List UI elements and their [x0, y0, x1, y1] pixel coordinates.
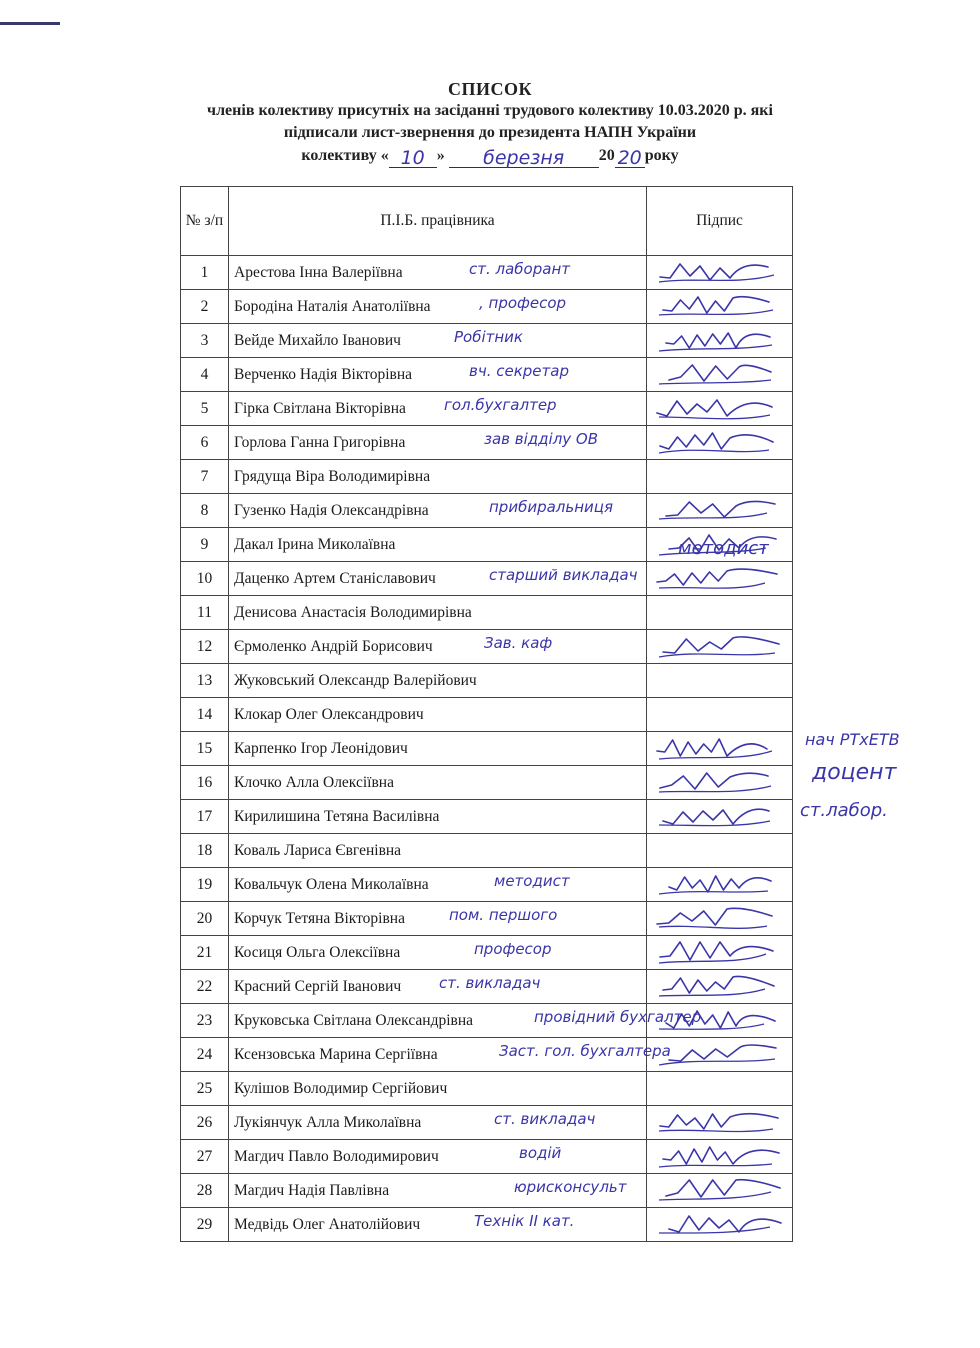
- handwritten-signature: [647, 1174, 792, 1207]
- handwritten-signature: [647, 868, 792, 901]
- handwritten-signature: [647, 1140, 792, 1173]
- staff-table: [180, 186, 793, 1242]
- employee-name: Кулішов Володимир Сергійович: [234, 1079, 448, 1097]
- row-number: 24: [181, 1038, 229, 1072]
- table-row: [181, 834, 793, 868]
- side-note: доцент: [812, 760, 897, 785]
- signature-cell: [647, 732, 793, 766]
- signature-cell: [647, 800, 793, 834]
- row-number: 23: [181, 1004, 229, 1038]
- row-name-cell: [229, 1072, 647, 1106]
- table-row: [181, 936, 793, 970]
- row-number: 7: [181, 460, 229, 494]
- handwritten-signature: [647, 1004, 792, 1037]
- row-number: 15: [181, 732, 229, 766]
- employee-name: Арестова Інна Валеріївна: [234, 263, 403, 281]
- col-signature-header: Підпис: [647, 187, 793, 256]
- date-year-end: 20: [617, 147, 642, 169]
- signature-cell: [647, 970, 793, 1004]
- handwritten-position: старший викладач: [489, 566, 638, 584]
- employee-name: Кирилишина Тетяна Василівна: [234, 807, 440, 825]
- row-number: 9: [181, 528, 229, 562]
- row-number: 12: [181, 630, 229, 664]
- employee-name: Єрмоленко Андрій Борисович: [234, 637, 433, 655]
- col-number-header: № з/п: [181, 187, 229, 256]
- handwritten-position: професор: [474, 940, 552, 958]
- signature-cell: [647, 256, 793, 290]
- handwritten-signature: [647, 630, 792, 663]
- handwritten-position: ст. викладач: [494, 1110, 596, 1128]
- row-number: 22: [181, 970, 229, 1004]
- signature-cell: [647, 1174, 793, 1208]
- table-row: [181, 868, 793, 902]
- handwritten-signature: [647, 732, 792, 765]
- row-name-cell: [229, 392, 647, 426]
- employee-name: Гірка Світлана Вікторівна: [234, 399, 406, 417]
- side-note: ст.лабор.: [800, 800, 888, 821]
- handwritten-position: Заст. гол. бухгалтера: [499, 1042, 671, 1060]
- employee-name: Даценко Артем Станіславович: [234, 569, 436, 587]
- date-line: [0, 144, 980, 168]
- row-name-cell: [229, 698, 647, 732]
- employee-name: Вейде Михайло Іванович: [234, 331, 401, 349]
- row-number: 26: [181, 1106, 229, 1140]
- employee-name: Круковська Світлана Олександрівна: [234, 1011, 474, 1029]
- signature-extra-note: методист: [678, 538, 769, 559]
- employee-name: Жуковський Олександр Валерійович: [234, 671, 477, 689]
- table-row: [181, 392, 793, 426]
- side-note: нач РТхЕТВ: [805, 730, 900, 749]
- row-name-cell: [229, 664, 647, 698]
- handwritten-position: Технік II кат.: [474, 1212, 575, 1230]
- row-name-cell: [229, 460, 647, 494]
- row-name-cell: [229, 970, 647, 1004]
- signature-cell: [647, 868, 793, 902]
- signature-cell: [647, 936, 793, 970]
- row-number: 6: [181, 426, 229, 460]
- table-row: [181, 358, 793, 392]
- table-row: [181, 664, 793, 698]
- document-title: СПИСОК: [447, 79, 533, 99]
- handwritten-signature: [647, 1208, 792, 1241]
- row-number: 5: [181, 392, 229, 426]
- table-row: [181, 324, 793, 358]
- row-number: 2: [181, 290, 229, 324]
- table-row: [181, 1072, 793, 1106]
- table-row: [181, 256, 793, 290]
- employee-name: Косиця Ольга Олексіївна: [234, 943, 401, 961]
- employee-name: Дакал Ірина Миколаївна: [234, 535, 396, 553]
- signature-cell: [647, 1106, 793, 1140]
- table-row: [181, 426, 793, 460]
- row-number: 13: [181, 664, 229, 698]
- table-row: [181, 1038, 793, 1072]
- table-row: [181, 494, 793, 528]
- row-name-cell: [229, 358, 647, 392]
- signature-cell: [647, 290, 793, 324]
- signature-cell: [647, 834, 793, 868]
- handwritten-signature: [647, 392, 792, 425]
- row-number: 28: [181, 1174, 229, 1208]
- row-number: 10: [181, 562, 229, 596]
- document-header: [0, 78, 980, 168]
- signature-cell: [647, 664, 793, 698]
- employee-name: Верченко Надія Вікторівна: [234, 365, 413, 383]
- handwritten-signature: [647, 426, 792, 459]
- header-line-1: членів колективу присутніх на засіданні трудового колективу 10.03.2020 р. які: [207, 102, 773, 119]
- employee-name: Клокар Олег Олександрович: [234, 705, 424, 723]
- row-name-cell: [229, 562, 647, 596]
- handwritten-signature: [647, 358, 792, 391]
- date-day: 10: [400, 147, 425, 169]
- employee-name: Ковальчук Олена Миколаївна: [234, 875, 429, 893]
- table-row: [181, 732, 793, 766]
- row-number: 27: [181, 1140, 229, 1174]
- employee-name: Ксензовська Марина Сергіївна: [234, 1045, 438, 1063]
- signature-cell: [647, 460, 793, 494]
- row-name-cell: [229, 800, 647, 834]
- employee-name: Лукіянчук Алла Миколаївна: [234, 1113, 422, 1131]
- table-row: [181, 902, 793, 936]
- handwritten-position: , професор: [479, 294, 567, 312]
- signature-cell: [647, 1038, 793, 1072]
- table-row: [181, 630, 793, 664]
- employee-name: Денисова Анастасія Володимирівна: [234, 603, 472, 621]
- col-name-header: П.І.Б. працівника: [229, 187, 647, 256]
- row-name-cell: [229, 596, 647, 630]
- signature-cell: [647, 902, 793, 936]
- signature-cell: [647, 630, 793, 664]
- handwritten-signature: [647, 800, 792, 833]
- date-year-start: 20: [598, 147, 615, 164]
- row-number: 11: [181, 596, 229, 630]
- table-row: [181, 1140, 793, 1174]
- row-name-cell: [229, 290, 647, 324]
- handwritten-signature: [647, 290, 792, 323]
- row-number: 16: [181, 766, 229, 800]
- table-row: [181, 1106, 793, 1140]
- table-row: [181, 1004, 793, 1038]
- table-row: [181, 460, 793, 494]
- row-name-cell: [229, 256, 647, 290]
- signature-cell: [647, 562, 793, 596]
- table-header-row: [181, 187, 793, 256]
- row-name-cell: [229, 1038, 671, 1072]
- table-body: [181, 256, 793, 1242]
- signature-cell: [647, 1004, 793, 1038]
- handwritten-signature: [647, 936, 792, 969]
- table-row: [181, 698, 793, 732]
- employee-name: Грядуща Віра Володимирівна: [234, 467, 431, 485]
- row-name-cell: [229, 936, 647, 970]
- row-name-cell: [229, 494, 647, 528]
- handwritten-signature: [647, 902, 792, 935]
- handwritten-position: ст. лаборант: [469, 260, 570, 278]
- row-number: 17: [181, 800, 229, 834]
- table-row: [181, 596, 793, 630]
- employee-name: Красний Сергій Іванович: [234, 977, 402, 995]
- handwritten-position: юрисконсульт: [514, 1178, 627, 1196]
- row-number: 18: [181, 834, 229, 868]
- row-name-cell: [229, 1004, 702, 1038]
- handwritten-signature: [647, 766, 792, 799]
- handwritten-position: Робітник: [454, 328, 523, 346]
- date-prefix: колективу «: [301, 147, 389, 164]
- signature-cell: [647, 766, 793, 800]
- row-number: 8: [181, 494, 229, 528]
- handwritten-position: зав відділу ОВ: [484, 430, 599, 448]
- handwritten-signature: [647, 1038, 792, 1071]
- handwritten-position: провідний бухгалтер: [534, 1008, 702, 1026]
- employee-name: Медвідь Олег Анатолійович: [234, 1215, 421, 1233]
- row-number: 14: [181, 698, 229, 732]
- row-number: 1: [181, 256, 229, 290]
- employee-name: Бородіна Наталія Анатоліївна: [234, 297, 431, 315]
- table-row: [181, 562, 793, 596]
- row-number: 25: [181, 1072, 229, 1106]
- table-row: [181, 1174, 793, 1208]
- employee-name: Коваль Лариса Євгенівна: [234, 841, 402, 859]
- corner-mark: [0, 22, 60, 25]
- employee-name: Карпенко Ігор Леонідович: [234, 739, 408, 757]
- table-row: [181, 290, 793, 324]
- employee-name: Магдич Надія Павлівна: [234, 1181, 390, 1199]
- row-number: 20: [181, 902, 229, 936]
- signature-cell: [647, 494, 793, 528]
- employee-name: Корчук Тетяна Вікторівна: [234, 909, 405, 927]
- signature-cell: [647, 1140, 793, 1174]
- handwritten-position: Зав. каф: [484, 634, 553, 652]
- table-row: [181, 970, 793, 1004]
- handwritten-position: ст. викладач: [439, 974, 541, 992]
- row-name-cell: [229, 426, 647, 460]
- handwritten-position: методист: [494, 872, 570, 890]
- handwritten-signature: [647, 324, 792, 357]
- row-name-cell: [229, 1174, 647, 1208]
- row-name-cell: [229, 630, 647, 664]
- row-name-cell: [229, 528, 647, 562]
- handwritten-position: прибиральниця: [489, 498, 614, 516]
- row-number: 21: [181, 936, 229, 970]
- signature-cell: [647, 596, 793, 630]
- handwritten-signature: [647, 494, 792, 527]
- handwritten-position: водій: [519, 1144, 562, 1162]
- table-row: [181, 800, 793, 834]
- handwritten-signature: [647, 256, 792, 289]
- signature-cell: [647, 426, 793, 460]
- row-number: 29: [181, 1208, 229, 1242]
- signature-cell: [647, 392, 793, 426]
- handwritten-signature: [647, 562, 792, 595]
- date-mid: »: [436, 147, 445, 164]
- date-suffix: року: [644, 147, 679, 164]
- employee-name: Клочко Алла Олексіївна: [234, 773, 394, 791]
- employee-name: Гузенко Надія Олександрівна: [234, 501, 429, 519]
- row-name-cell: [229, 902, 647, 936]
- handwritten-position: гол.бухгалтер: [444, 396, 557, 414]
- employee-name: Горлова Ганна Григорівна: [234, 433, 406, 451]
- handwritten-position: пом. першого: [449, 906, 558, 924]
- row-name-cell: [229, 766, 647, 800]
- row-name-cell: [229, 1208, 647, 1242]
- signature-cell: [647, 324, 793, 358]
- header-line-2: підписали лист-звернення до президента НАПН України: [283, 124, 697, 141]
- row-name-cell: [229, 1140, 647, 1174]
- row-number: 19: [181, 868, 229, 902]
- table-row: [181, 766, 793, 800]
- row-name-cell: [229, 834, 647, 868]
- handwritten-position: вч. секретар: [469, 362, 569, 380]
- employee-name: Магдич Павло Володимирович: [234, 1147, 439, 1165]
- row-name-cell: [229, 732, 647, 766]
- row-name-cell: [229, 324, 647, 358]
- signature-cell: [647, 1072, 793, 1106]
- signature-cell: [647, 1208, 793, 1242]
- signature-cell: [647, 698, 793, 732]
- signature-cell: [647, 358, 793, 392]
- date-month: березня: [483, 147, 565, 169]
- handwritten-signature: [647, 1106, 792, 1139]
- row-number: 4: [181, 358, 229, 392]
- row-name-cell: [229, 868, 647, 902]
- row-name-cell: [229, 1106, 647, 1140]
- table-row: [181, 1208, 793, 1242]
- row-number: 3: [181, 324, 229, 358]
- handwritten-signature: [647, 970, 792, 1003]
